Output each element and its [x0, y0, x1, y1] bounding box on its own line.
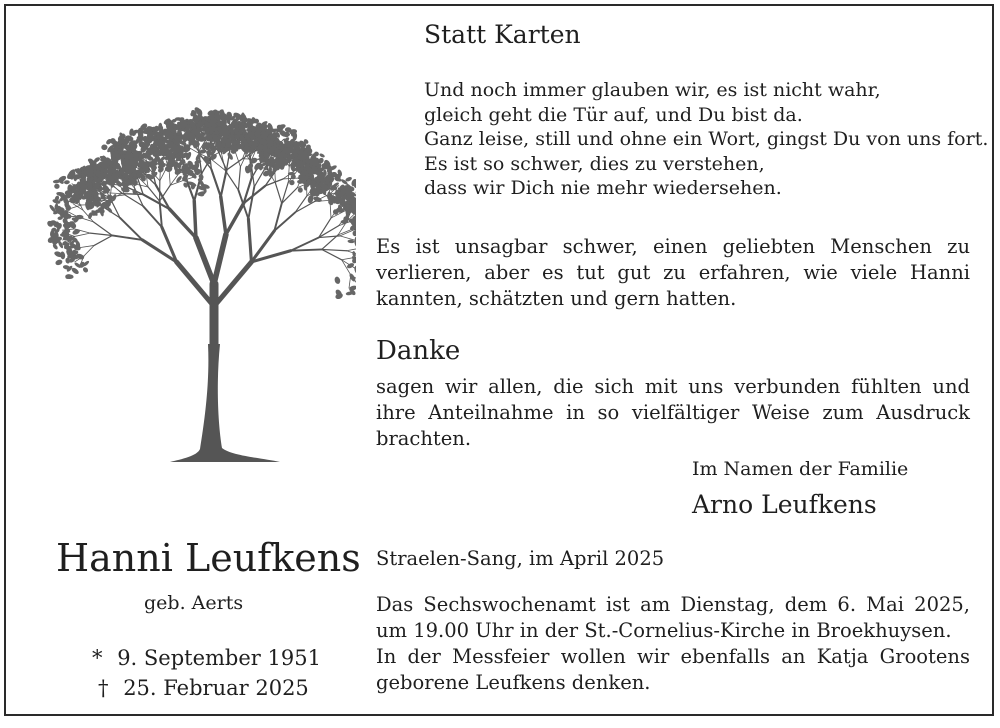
cross-icon: †: [98, 676, 109, 700]
tree-illustration: [32, 54, 356, 474]
death-date-row: [98, 676, 309, 700]
service-paragraph: In der Messfeier wollen wir ebenfalls an Katja Grootens geborene Leufkens denken.: [376, 644, 970, 696]
danke-title: Danke: [376, 336, 460, 366]
birth-date: 9. September 1951: [117, 646, 321, 670]
birth-date-row: [92, 646, 321, 670]
signature-line: Im Namen der Familie: [692, 458, 908, 480]
maiden-name: geb. Aerts: [144, 592, 243, 614]
poem-line: dass wir Dich nie mehr wiedersehen.: [424, 176, 988, 201]
deceased-name: Hanni Leufkens: [56, 536, 361, 580]
poem-line: gleich geht die Tür auf, und Du bist da.: [424, 103, 988, 128]
place-date: Straelen-Sang, im April 2025: [376, 547, 664, 570]
poem-line: Und noch immer glauben wir, es ist nicht wahr,: [424, 78, 988, 103]
poem-line: Ganz leise, still und ohne ein Wort, gingst Du von uns fort.: [424, 127, 988, 152]
poem: [424, 78, 988, 201]
service-paragraph: Das Sechswochenamt ist am Dienstag, dem 6. Mai 2025, um 19.00 Uhr in der St.-Cornelius-Kirche in Broekhuysen.: [376, 592, 970, 644]
danke-text: sagen wir allen, die sich mit uns verbunden fühlten und ihre Anteilnahme in so vielfältiger Weise zum Ausdruck brachten.: [376, 374, 970, 452]
death-date: 25. Februar 2025: [123, 676, 309, 700]
obituary-card: [4, 4, 994, 716]
header-statt-karten: Statt Karten: [424, 20, 581, 49]
paragraph-intro: Es ist unsagbar schwer, einen geliebten Menschen zu verlieren, aber es tut gut zu erfahren, wie viele Hanni kannten, schätzten und gern hatten.: [376, 234, 970, 312]
service-text: [376, 592, 970, 696]
birth-star-icon: *: [92, 646, 103, 670]
poem-line: Es ist so schwer, dies zu verstehen,: [424, 152, 988, 177]
signature-name: Arno Leufkens: [692, 490, 877, 519]
